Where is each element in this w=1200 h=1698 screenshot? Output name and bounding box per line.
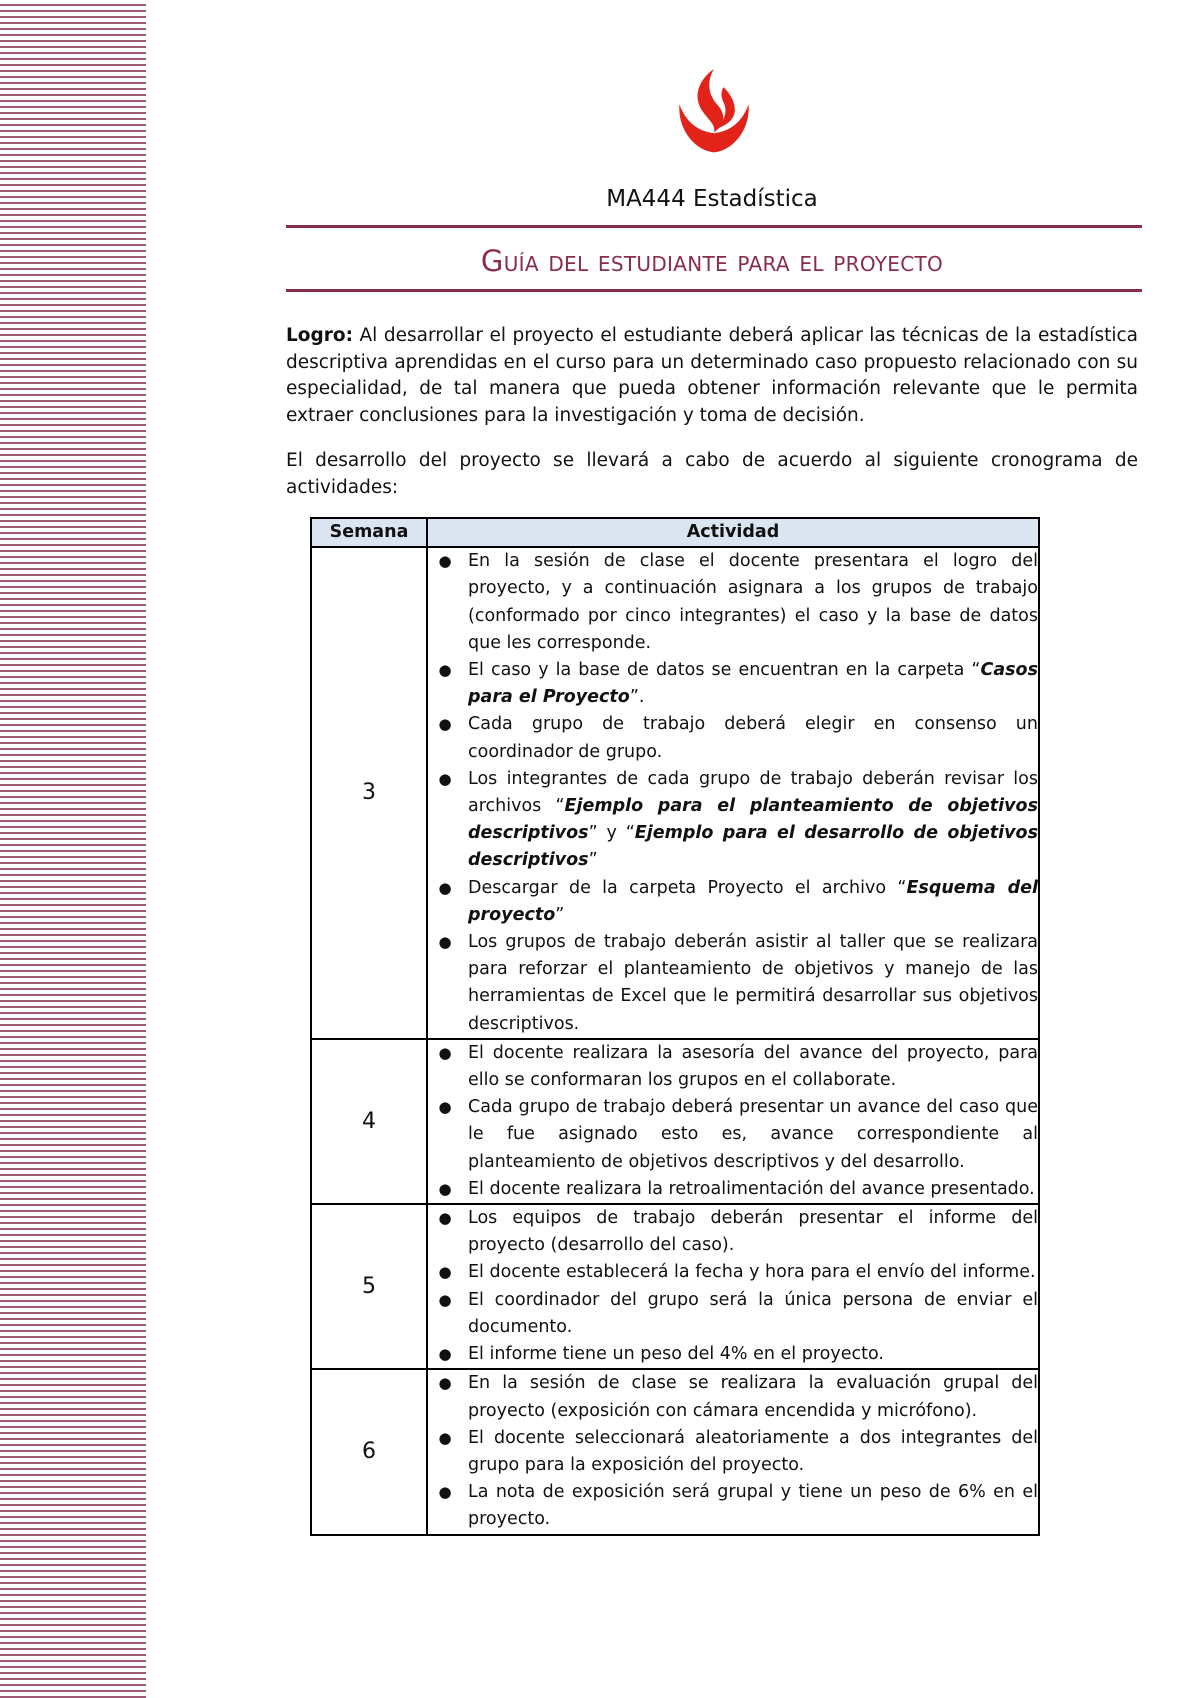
bullet-icon: ● bbox=[438, 661, 452, 680]
activity-text: El informe tiene un peso del 4% en el proyecto. bbox=[468, 1344, 884, 1365]
week-cell: 6 bbox=[311, 1369, 427, 1534]
activity-item bbox=[428, 1259, 1038, 1286]
activity-list bbox=[428, 1040, 1038, 1203]
logro-text: Al desarrollar el proyecto el estudiante deberá aplicar las técnicas de la estadística descriptiva aprendidas en el curso para un determinado caso propuesto relacionado con su especialidad, de tal manera que pueda obtener información relevante que le permita extraer conclusiones para la investigación y toma de decisión. bbox=[286, 325, 1138, 426]
guide-title: Guía del estudiante para el proyecto bbox=[480, 244, 944, 278]
emphasis-text: Esquema del proyecto bbox=[468, 877, 1038, 925]
activity-item bbox=[428, 1479, 1038, 1533]
table-row bbox=[311, 1204, 1039, 1369]
bullet-icon: ● bbox=[438, 1374, 452, 1393]
activity-text: El docente establecerá la fecha y hora para el envío del informe. bbox=[468, 1262, 1036, 1283]
bullet-icon: ● bbox=[438, 715, 452, 734]
header-activity: Actividad bbox=[427, 518, 1039, 547]
activity-schedule-table bbox=[310, 517, 1040, 1536]
bullet-icon: ● bbox=[438, 769, 452, 788]
title-top-rule bbox=[286, 225, 1142, 228]
activity-text: Cada grupo de trabajo deberá presentar un avance del caso que le fue asignado esto es, avance correspondiente al planteamiento de objetivos descriptivos y del desarrollo. bbox=[468, 1097, 1038, 1172]
header-week: Semana bbox=[311, 518, 427, 547]
activity-cell bbox=[427, 547, 1039, 1039]
activity-item bbox=[428, 1425, 1038, 1479]
table-row bbox=[311, 1039, 1039, 1204]
emphasis-text: Ejemplo para el planteamiento de objetivos descriptivos bbox=[468, 796, 1038, 844]
activity-item bbox=[428, 1370, 1038, 1424]
activity-item bbox=[428, 1287, 1038, 1341]
activity-cell bbox=[427, 1039, 1039, 1204]
activity-item bbox=[428, 657, 1038, 711]
bullet-icon: ● bbox=[438, 933, 452, 952]
schedule-intro: El desarrollo del proyecto se llevará a cabo de acuerdo al siguiente cronograma de actividades: bbox=[286, 450, 1138, 498]
activity-item bbox=[428, 548, 1038, 657]
activity-item bbox=[428, 1176, 1038, 1203]
activity-text: ” bbox=[588, 850, 598, 871]
activity-item bbox=[428, 1205, 1038, 1259]
table-row bbox=[311, 547, 1039, 1039]
activity-text: Los integrantes de cada grupo de trabajo deberán revisar los archivos “ bbox=[468, 768, 1038, 817]
bullet-icon: ● bbox=[438, 1345, 452, 1364]
table-body bbox=[311, 547, 1039, 1534]
activity-item bbox=[428, 766, 1038, 875]
table-header-row bbox=[311, 518, 1039, 547]
activity-text: Los equipos de trabajo deberán presentar el informe del proyecto (desarrollo del caso). bbox=[468, 1208, 1038, 1256]
bullet-icon: ● bbox=[438, 1179, 452, 1198]
activity-cell bbox=[427, 1369, 1039, 1534]
activity-text: El docente seleccionará aleatoriamente a dos integrantes del grupo para la exposición del proyecto. bbox=[468, 1427, 1038, 1475]
university-logo bbox=[666, 66, 762, 162]
activity-text: La nota de exposición será grupal y tiene un peso de 6% en el proyecto. bbox=[468, 1482, 1038, 1530]
week-cell: 3 bbox=[311, 547, 427, 1039]
activity-text: El docente realizara la retroalimentación del avance presentado. bbox=[468, 1178, 1035, 1199]
activity-item bbox=[428, 1094, 1038, 1176]
bullet-icon: ● bbox=[438, 878, 452, 897]
bullet-icon: ● bbox=[438, 1263, 452, 1282]
activity-text: El caso y la base de datos se encuentran en la carpeta “ bbox=[468, 660, 981, 681]
bullet-icon: ● bbox=[438, 552, 452, 571]
activity-item bbox=[428, 1040, 1038, 1094]
activity-text: ”. bbox=[629, 687, 645, 708]
activity-item bbox=[428, 711, 1038, 765]
emphasis-text: Casos para el Proyecto bbox=[468, 660, 1038, 708]
activity-text: Descargar de la carpeta Proyecto el archivo “ bbox=[468, 877, 907, 898]
activity-text: En la sesión de clase el docente presentara el logro del proyecto, y a continuación asignara a los grupos de trabajo (conformado por cinco integrantes) el caso y la base de datos que les corresponde. bbox=[468, 551, 1038, 653]
bullet-icon: ● bbox=[438, 1428, 452, 1447]
activity-item bbox=[428, 929, 1038, 1038]
bullet-icon: ● bbox=[438, 1098, 452, 1117]
activity-cell bbox=[427, 1204, 1039, 1369]
bullet-icon: ● bbox=[438, 1043, 452, 1062]
table-row bbox=[311, 1369, 1039, 1534]
activity-list bbox=[428, 548, 1038, 1038]
bullet-icon: ● bbox=[438, 1483, 452, 1502]
activity-text: El coordinador del grupo será la única persona de enviar el documento. bbox=[468, 1289, 1038, 1337]
activity-text: Los grupos de trabajo deberán asistir al taller que se realizara para reforzar el planteamiento de objetivos y manejo de las herramientas de Excel que le permitirá desarrollar sus objetivos descriptivos. bbox=[468, 932, 1038, 1034]
activity-item bbox=[428, 1341, 1038, 1368]
week-cell: 5 bbox=[311, 1204, 427, 1369]
activity-text: ” y “ bbox=[588, 823, 635, 844]
bullet-icon: ● bbox=[438, 1290, 452, 1309]
activity-text: El docente realizara la asesoría del avance del proyecto, para ello se conformaran los grupos en el collaborate. bbox=[468, 1042, 1038, 1091]
activity-text: En la sesión de clase se realizara la evaluación grupal del proyecto (exposición con cámara encendida y micrófono). bbox=[468, 1373, 1038, 1421]
emphasis-text: Ejemplo para el desarrollo de objetivos descriptivos bbox=[468, 823, 1038, 871]
week-cell: 4 bbox=[311, 1039, 427, 1204]
logro-label: Logro: bbox=[286, 325, 353, 346]
logro-paragraph bbox=[286, 323, 1138, 429]
title-bottom-rule bbox=[286, 289, 1142, 292]
activity-list bbox=[428, 1205, 1038, 1368]
bullet-icon: ● bbox=[438, 1209, 452, 1228]
activity-text: ” bbox=[555, 904, 565, 925]
activity-item bbox=[428, 875, 1038, 929]
course-title: MA444 Estadística bbox=[606, 186, 818, 212]
activity-text: Cada grupo de trabajo deberá elegir en consenso un coordinador de grupo. bbox=[468, 714, 1038, 762]
activity-list bbox=[428, 1370, 1038, 1533]
